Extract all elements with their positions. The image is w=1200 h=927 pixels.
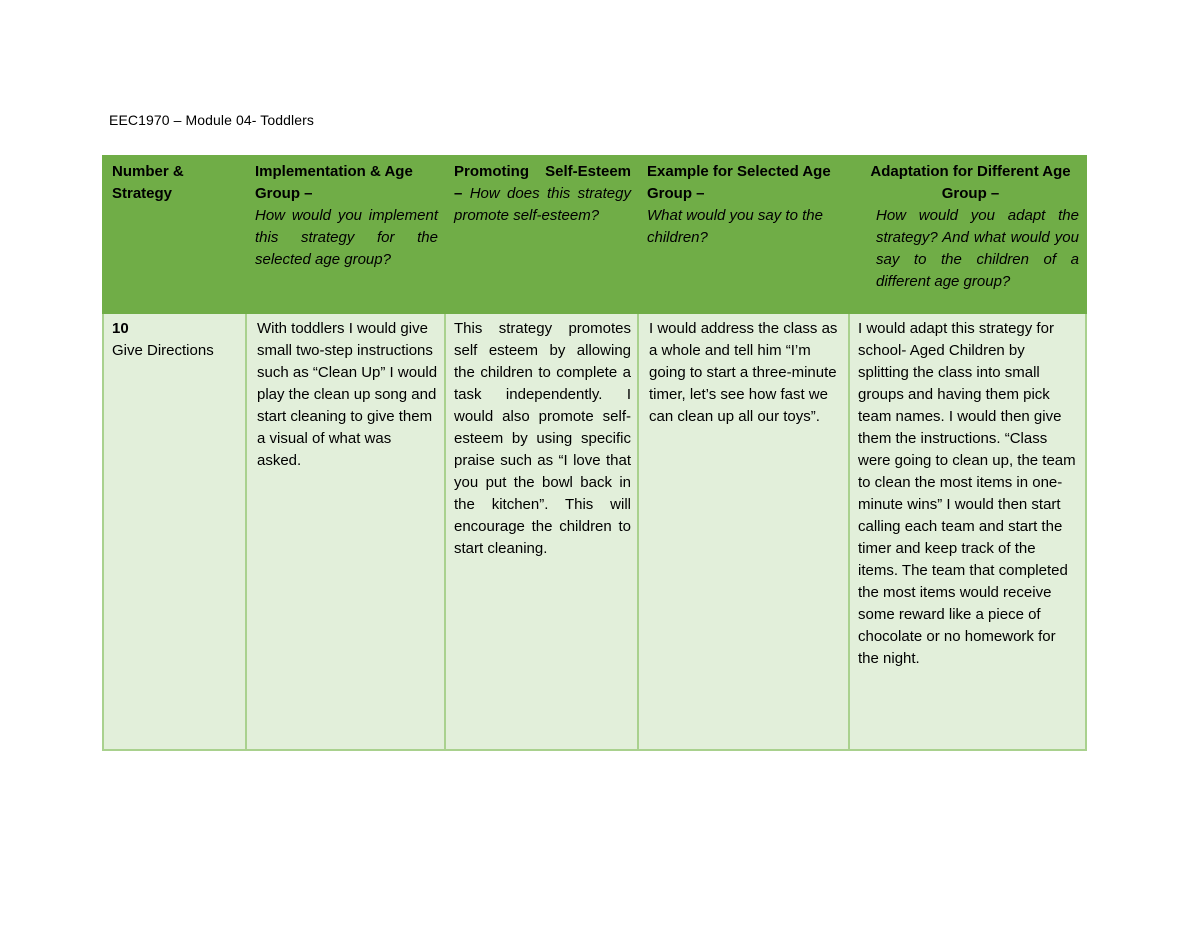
strategy-number: 10 <box>112 320 129 337</box>
header-cell-number-strategy <box>103 156 246 313</box>
example-text: I would address the class as a whole and tell him “I’m going to start a three-minute timer, let’s see how fast we can clean up all our toys”. <box>649 320 838 425</box>
header-cell-adaptation <box>849 156 1086 313</box>
cell-example <box>638 313 849 750</box>
cell-implementation <box>246 313 445 750</box>
header-title: Adaptation for Different Age Group – <box>870 163 1071 202</box>
header-subtitle: How would you adapt the strategy? And what would you say to the children of a different age group? <box>876 207 1079 290</box>
header-cell-self-esteem <box>445 156 638 313</box>
strategy-table <box>102 155 1087 751</box>
header-subtitle: What would you say to the children? <box>647 207 823 246</box>
table-row <box>103 313 1086 750</box>
strategy-name: Give Directions <box>112 342 214 359</box>
table-header-row <box>103 156 1086 313</box>
header-title: Promoting Self-Esteem – <box>454 163 631 202</box>
implementation-text: With toddlers I would give small two-step instructions such as “Clean Up” I would play the clean up song and start cleaning to give them a visual of what was asked. <box>257 320 438 469</box>
adaptation-text: I would adapt this strategy for school- Aged Children by splitting the class into small groups and having them pick team names. I would then give them the instructions. “Class were going to clean up, the team to clean the most items in one-minute wins” I would then start calling each team and start the timer and keep track of the items. The team that completed the most items would receive some reward like a piece of chocolate or no homework for the night. <box>858 320 1076 667</box>
header-cell-example <box>638 156 849 313</box>
header-subtitle: How would you implement this strategy for the selected age group? <box>255 207 438 268</box>
cell-adaptation <box>849 313 1086 750</box>
cell-self-esteem <box>445 313 638 750</box>
header-title: Number & Strategy <box>112 163 184 202</box>
document-header: EEC1970 – Module 04- Toddlers <box>109 112 314 128</box>
header-cell-implementation <box>246 156 445 313</box>
header-subtitle: How does this strategy promote self-esteem? <box>454 185 631 224</box>
cell-number-strategy <box>103 313 246 750</box>
header-title: Example for Selected Age Group – <box>647 163 831 202</box>
header-title: Implementation & Age Group – <box>255 163 413 202</box>
self-esteem-text: This strategy promotes self esteem by allowing the children to complete a task independently. I would also promote self-esteem by using specific praise such as “I love that you put the bowl back in the kitchen”. This will encourage the children to start cleaning. <box>454 320 631 557</box>
